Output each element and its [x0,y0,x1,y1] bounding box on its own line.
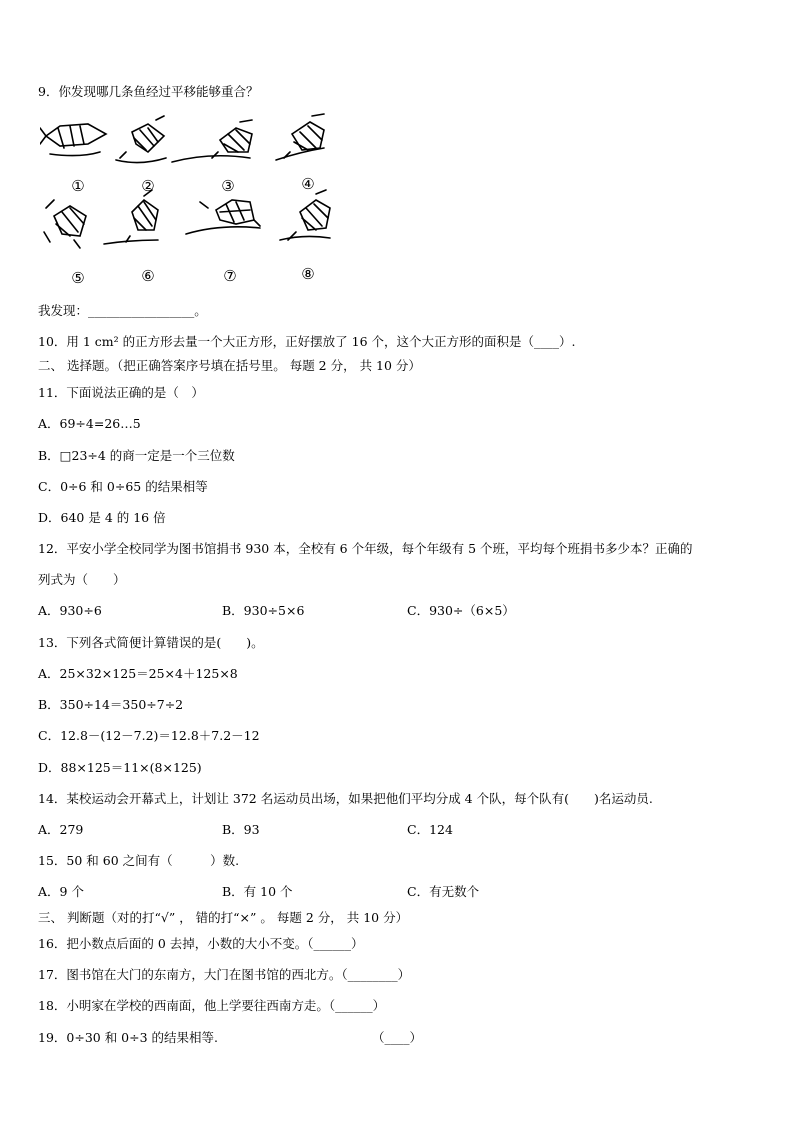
question-14-option-b: B．93 [222,822,260,837]
question-18: 18．小明家在学校的西南面，他上学要往西南方走。（______） [38,998,386,1013]
question-17: 17．图书馆在大门的东南方，大门在图书馆的西北方。（________） [38,967,411,982]
question-11-stem: 11．下面说法正确的是（ ） [38,385,204,400]
fish-2 [116,116,166,163]
question-13-stem: 13．下列各式简便计算错误的是( )。 [38,635,264,650]
question-11-option-a: A．69÷4=26…5 [38,416,141,431]
question-12-stem: 12．平安小学全校同学为图书馆捐书 930 本，全校有 6 个年级，每个年级有 5 个班，平均每个班捐书多少本？正确的 [38,541,693,556]
question-13-option-d: D．88×125＝11×(8×125) [38,760,202,775]
question-9-text: 9．你发现哪几条鱼经过平移能够重合？ [38,84,259,99]
fish-8 [280,190,330,240]
fish-label-1: ① [71,177,85,195]
question-10: 10．用 1 cm² 的正方形去量一个大正方形，正好摆放了 16 个，这个大正方形的面积是（____）. [38,334,576,349]
fish-label-8: ⑧ [301,265,315,283]
fish-label-2: ② [141,177,155,195]
fish-drawing [40,112,340,290]
question-12-option-b: B．930÷5×6 [222,603,305,618]
fish-7 [186,200,260,234]
question-12-option-a: A．930÷6 [38,603,102,618]
fish-label-6: ⑥ [141,267,155,285]
fish-4 [276,114,324,160]
section-3-heading: 三、 判断题（对的打“√” ， 错的打“×” 。 每题 2 分， 共 10 分） [38,910,409,925]
fish-6 [104,190,158,244]
question-15-stem: 15．50 和 60 之间有（ ）数. [38,853,240,868]
question-19: 19．0÷30 和 0÷3 的结果相等. [38,1030,219,1045]
question-14-option-c: C．124 [407,822,453,837]
fish-label-5: ⑤ [71,269,85,287]
question-13-option-b: B．350÷14＝350÷7÷2 [38,697,184,712]
question-13-option-c: C．12.8－(12－7.2)＝12.8＋7.2－12 [38,728,260,743]
question-11-option-c: C．0÷6 和 0÷65 的结果相等 [38,479,208,494]
question-13-option-a: A．25×32×125＝25×4＋125×8 [38,666,238,681]
fish-5 [44,200,86,248]
question-15-option-c: C．有无数个 [407,884,480,899]
question-15-option-a: A．9 个 [38,884,84,899]
question-11-option-d: D．640 是 4 的 16 倍 [38,510,166,525]
question-16: 16．把小数点后面的 0 去掉，小数的大小不变。（______） [38,936,364,951]
fish-label-4: ④ [301,175,315,193]
question-11-option-b: B．□23÷4 的商一定是一个三位数 [38,448,235,463]
fish-3 [172,120,252,162]
question-14-option-a: A．279 [38,822,84,837]
question-14-stem: 14．某校运动会开幕式上，计划让 372 名运动员出场，如果把他们平均分成 4 个队，每个队有( )名运动员. [38,791,653,806]
fish-1 [40,124,106,156]
section-2-heading: 二、 选择题。（把正确答案序号填在括号里。 每题 2 分， 共 10 分） [38,358,421,373]
fish-label-7: ⑦ [223,267,237,285]
question-19-blank: （____） [372,1030,423,1045]
question-15-option-b: B．有 10 个 [222,884,293,899]
question-12-option-c: C．930÷（6×5） [407,603,515,618]
question-12-stem-cont: 列式为（ ） [38,572,126,587]
question-9-answer: 我发现：_________________。 [38,303,207,318]
fish-figure [40,112,340,290]
fish-label-3: ③ [221,177,235,195]
